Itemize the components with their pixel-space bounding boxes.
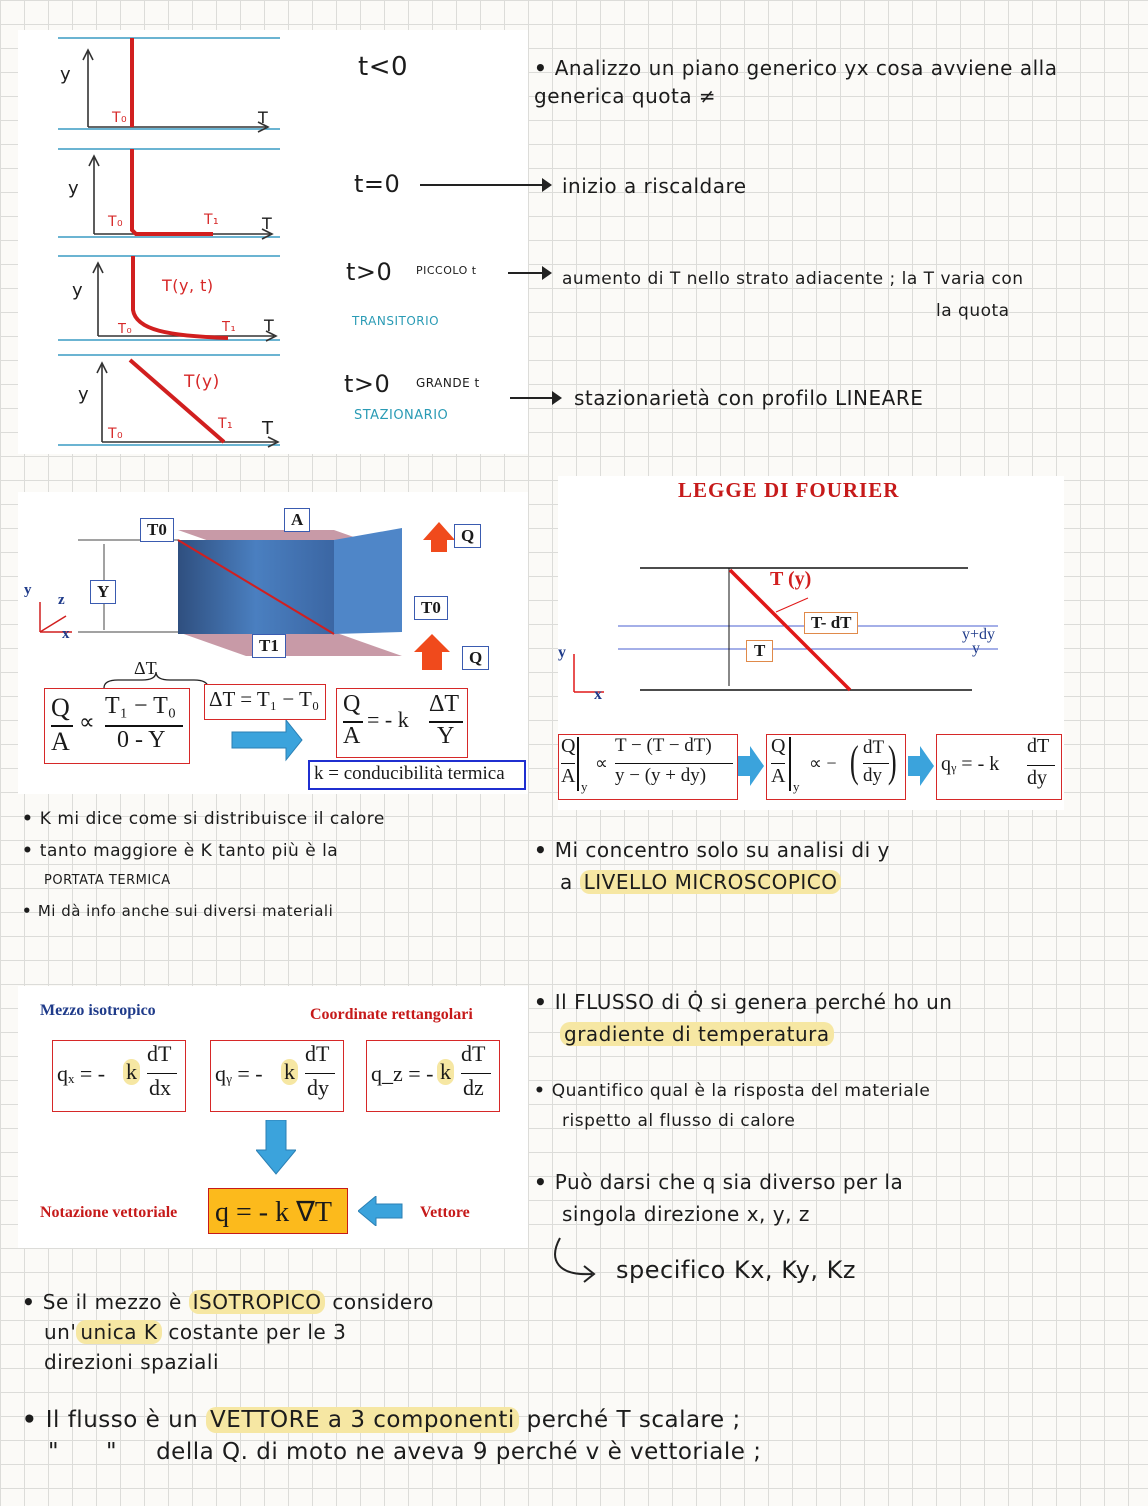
slab-T1-text: T1	[259, 636, 279, 655]
f2-paren: (	[849, 737, 859, 786]
qy-den: dy	[307, 1075, 329, 1100]
time-t-large-sub: STAZIONARIO	[354, 408, 449, 423]
profiles-diagram	[18, 30, 528, 454]
slab-axis-z: z	[58, 592, 65, 608]
f1-den: y − (y + dy)	[615, 765, 707, 786]
fourier-yline: y	[972, 640, 980, 657]
note-isotropico-post: considero	[332, 1290, 434, 1314]
note-aumento: aumento di T nello strato adiacente ; la T varia con	[562, 269, 1024, 289]
note-tanto-maggiore-text: tanto maggiore è K tanto più è la	[39, 841, 339, 861]
f2-evalbar	[789, 737, 791, 791]
arrow-head-tlarge	[552, 391, 562, 405]
slab-T0-top-text: T0	[147, 520, 167, 539]
note-singola: singola direzione x, y, z	[562, 1202, 810, 1226]
f1-prop: ∝	[595, 753, 608, 773]
qz-den: dz	[463, 1075, 484, 1100]
f1-lhs-num: Q	[561, 735, 576, 757]
note-isotropico-hl: ISOTROPICO	[189, 1290, 326, 1314]
note-livello-pre: a	[560, 870, 573, 894]
note-unica-k-pre: un'	[44, 1320, 77, 1344]
note-puo-darsi-text: Può darsi che q sia diverso per la	[554, 1170, 904, 1194]
time-t-small-sub: TRANSITORIO	[352, 314, 440, 328]
slab-T0-right-text: T0	[421, 598, 441, 617]
note-vettore-hl: VETTORE a 3 componenti	[206, 1407, 519, 1433]
qx-den: dx	[149, 1075, 171, 1100]
f2-sub: y	[793, 779, 800, 794]
fourier-TdT-text: T- dT	[811, 613, 852, 632]
slab-Y-text: Y	[97, 582, 110, 601]
delta-T-brace-label: ΔT	[134, 658, 157, 678]
slab-T0-top	[140, 518, 174, 542]
axis-T-label-4: T	[262, 418, 274, 439]
note-gradiente-hl: gradiente di temperatura	[560, 1022, 834, 1046]
arrow-head-tzero	[542, 178, 552, 192]
time-t-zero: t=0	[354, 170, 401, 198]
note-tanto-maggiore	[22, 838, 522, 864]
fourier-T	[746, 640, 773, 662]
qz-k: k	[437, 1059, 454, 1085]
f2-paren-close: )	[887, 737, 897, 786]
profiles-panel	[18, 30, 528, 454]
note-specifico: specifico Kx, Ky, Kz	[616, 1256, 856, 1284]
note-quantifico	[534, 1078, 1134, 1104]
slab-A	[284, 508, 310, 532]
slab-A-text: A	[291, 510, 304, 529]
slab-Q-bottom-text: Q	[469, 648, 483, 667]
f2-lhs-num: Q	[771, 735, 786, 757]
axis-y-label-3: y	[72, 280, 84, 301]
iso-label: Mezzo isotropico	[40, 1002, 156, 1019]
fourier-title: LEGGE DI FOURIER	[678, 478, 900, 502]
f1-evalbar	[577, 737, 579, 791]
arrow-head-tsmall	[542, 266, 552, 280]
f3-den: dy	[1027, 767, 1047, 789]
qy-box	[210, 1040, 344, 1112]
k-definition	[308, 760, 526, 790]
delta-def-text: ΔT = T₁ − T₀	[209, 687, 320, 711]
formula-delta-def	[204, 684, 326, 720]
qz-box	[366, 1040, 500, 1112]
slab-Y	[90, 580, 116, 604]
note-gradiente	[560, 1020, 834, 1048]
arrow-tlarge	[510, 397, 558, 399]
axis-y-label-4: y	[78, 384, 90, 405]
vettore-label: Vettore	[420, 1204, 470, 1221]
axis-T-label-3: T	[264, 316, 275, 335]
qy-k: k	[281, 1059, 298, 1085]
f2-den: dy	[863, 765, 882, 786]
qx-k: k	[123, 1059, 140, 1085]
qz-num: dT	[461, 1041, 486, 1066]
left-arrow	[358, 1196, 404, 1226]
fourier-f3	[936, 734, 1062, 800]
fourier-panel	[558, 476, 1064, 810]
time-t-large: t>0	[344, 370, 391, 398]
note-vettore	[22, 1406, 1122, 1434]
note-flusso-genera-text: Il FLUSSO di Q̇ si genera perché ho un	[554, 990, 953, 1014]
note-k-distribuisce	[22, 806, 522, 832]
note-unica-k-hl: unica K	[76, 1320, 161, 1344]
f-slab-lhs-den: A	[343, 723, 361, 749]
Tyt-label: T(y, t)	[162, 276, 214, 295]
note-portata-termica: PORTATA TERMICA	[44, 873, 171, 888]
formula-proportional	[44, 688, 190, 764]
fourier-arrow-1	[738, 746, 764, 786]
f-prop-lhs-den: A	[51, 727, 70, 756]
qx-lhs: qₓ = -	[57, 1061, 106, 1086]
qy-num: dT	[305, 1041, 330, 1066]
arrow-tzero	[420, 184, 548, 186]
slab-T0-right	[414, 596, 448, 620]
note-k-distribuisce-text: K mi dice come si distribuisce il calore	[39, 809, 385, 829]
f3-lhs: qᵧ = - k	[941, 753, 1000, 775]
qy-lhs: qᵧ = -	[215, 1061, 263, 1086]
fourier-TdT	[804, 612, 858, 634]
slab-axis-y: y	[24, 582, 32, 598]
T1-label-3: T₁	[222, 320, 237, 335]
slab-Q-top-text: Q	[461, 526, 475, 545]
note-livello-hl: LIVELLO MICROSCOPICO	[580, 870, 842, 894]
Ty-label: T(y)	[184, 372, 220, 392]
axis-T-label-1: T	[258, 108, 269, 127]
f2-rhs: ∝ −	[809, 753, 837, 773]
f3-num: dT	[1027, 735, 1050, 757]
note-inizio: inizio a riscaldare	[562, 174, 747, 198]
note-vettore-post: perché T scalare ;	[526, 1407, 741, 1433]
fourier-Ty: T (y)	[770, 568, 812, 590]
T0-label-3: T₀	[118, 322, 133, 337]
qx-num: dT	[147, 1041, 172, 1066]
vec-formula-box	[208, 1188, 348, 1234]
f-prop-symbol: ∝	[79, 709, 95, 734]
T1-label-4: T₁	[218, 416, 234, 432]
note-isotropico	[22, 1288, 522, 1316]
axis-y-label-1: y	[60, 64, 72, 85]
formula-fourier-slab	[336, 688, 468, 758]
f1-sub: y	[581, 779, 588, 794]
note-livello	[560, 868, 1060, 896]
f-slab-den: Y	[437, 723, 455, 749]
vec-notation-label: Notazione vettoriale	[40, 1204, 178, 1221]
T0-label-1: T₀	[112, 110, 128, 126]
note-unica-k	[44, 1318, 524, 1346]
fourier-axis-x: x	[594, 686, 602, 703]
down-arrow	[256, 1120, 296, 1176]
T1-label-2: T₁	[204, 212, 220, 228]
slab-Q-bottom	[462, 646, 489, 670]
slab-panel	[18, 492, 528, 794]
axis-y-label-2: y	[68, 178, 80, 199]
note-isotropico-pre: Se il mezzo è	[42, 1290, 182, 1314]
qz-lhs: q_z = -	[371, 1061, 434, 1086]
time-t-large-note: GRANDE t	[416, 376, 480, 390]
note-analizzo	[534, 54, 1104, 110]
note-direzioni: direzioni spaziali	[44, 1350, 220, 1374]
note-unica-k-post: costante per le 3	[168, 1320, 347, 1344]
f-prop-lhs-num: Q	[51, 693, 70, 722]
f-slab-lhs-num: Q	[343, 691, 361, 717]
T0-label-4: T₀	[108, 426, 124, 442]
note-info-materiali-text: Mi dà info anche sui diversi materiali	[37, 902, 334, 920]
qx-box	[52, 1040, 186, 1112]
fourier-f2	[766, 734, 906, 800]
slab-axis-x: x	[62, 626, 70, 642]
vec-formula: q = - k ∇T	[215, 1197, 332, 1228]
note-concentro-text: Mi concentro solo su analisi di y	[554, 838, 890, 862]
fourier-f1	[558, 734, 738, 800]
note-vettore-pre: Il flusso è un	[45, 1407, 199, 1433]
f2-num: dT	[863, 737, 885, 758]
note-quantifico-text: Quantifico qual è la risposta del materiale	[551, 1081, 931, 1101]
time-t-small-note: PICCOLO t	[416, 264, 477, 277]
coord-label: Coordinate rettangolari	[310, 1006, 473, 1023]
f-prop-den: 0 - Y	[117, 727, 166, 753]
fourier-axis-y: y	[558, 644, 566, 661]
fourier-ydy: y+dy	[962, 626, 996, 643]
f1-num: T − (T − dT)	[615, 735, 712, 756]
f-prop-num: T₁ − T₀	[105, 693, 177, 719]
note-rispetto: rispetto al flusso di calore	[562, 1111, 796, 1131]
note-puo-darsi	[534, 1168, 1114, 1196]
time-t-small: t>0	[346, 258, 393, 286]
note-concentro	[534, 836, 1094, 864]
f1-lhs-den: A	[561, 765, 576, 787]
k-definition-text: k = conducibilità termica	[314, 763, 505, 784]
fourier-arrow-2	[908, 746, 934, 786]
axis-T-label-2: T	[262, 214, 273, 233]
note-flusso-genera	[534, 988, 1114, 1016]
f-slab-num: ΔT	[429, 691, 460, 717]
note-analizzo-text: Analizzo un piano generico yx cosa avviene alla generica quota ≠	[534, 56, 1058, 108]
f2-lhs-den: A	[771, 765, 786, 787]
fourier-T-text: T	[754, 641, 766, 660]
note-info-materiali	[22, 898, 522, 924]
note-stazionarieta: stazionarietà con profilo LINEARE	[574, 386, 924, 410]
isotropic-panel	[18, 986, 528, 1248]
slab-T1	[252, 634, 286, 658]
time-t-neg: t<0	[358, 52, 409, 82]
f-slab-eq: = - k	[367, 707, 409, 732]
T0-label-2: T₀	[108, 214, 124, 230]
note-aumento-2: la quota	[936, 301, 1010, 321]
slab-Q-top	[454, 524, 481, 548]
note-quantita-moto: " " della Q. di moto ne aveva 9 perché v è vettoriale ;	[48, 1439, 762, 1465]
hook-arrow	[548, 1236, 608, 1292]
